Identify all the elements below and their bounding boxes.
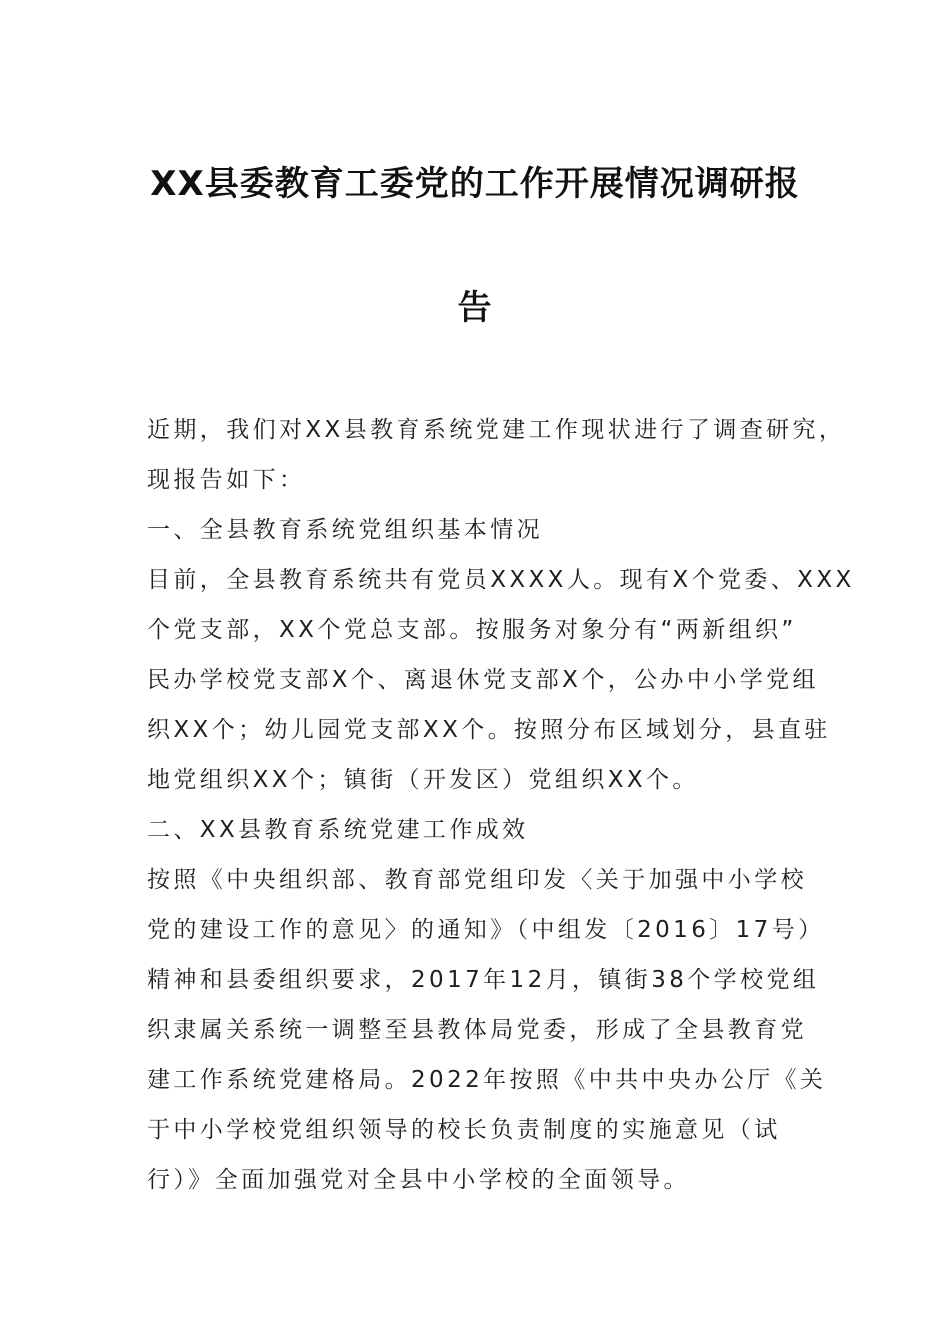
body-line: 民办学校党支部X个、离退休党支部X个，公办中小学党组: [147, 667, 819, 693]
body-line: 现报告如下：: [147, 467, 306, 493]
section-heading-1: 一、全县教育系统党组织基本情况: [147, 517, 543, 543]
body-line: 按照《中央组织部、教育部党组印发〈关于加强中小学校: [147, 867, 807, 893]
body-line: 建工作系统党建格局。2022年按照《中共中央办公厅《关: [147, 1067, 827, 1093]
body-line: 地党组织XX个；镇街（开发区）党组织XX个。: [147, 767, 699, 793]
body-line: 行）》全面加强党对全县中小学校的全面领导。: [147, 1167, 690, 1193]
document-body: [147, 405, 855, 1205]
body-line: 精神和县委组织要求，2017年12月，镇街38个学校党组: [147, 967, 820, 993]
body-line: 个党支部，XX个党总支部。按服务对象分有“两新组织”: [147, 617, 797, 643]
body-line: 近期，我们对XX县教育系统党建工作现状进行了调查研究，: [147, 417, 846, 443]
section-heading-2: 二、XX县教育系统党建工作成效: [147, 817, 529, 843]
body-line: 目前，全县教育系统共有党员XXXX人。现有X个党委、XXX: [147, 567, 855, 593]
body-line: 党的建设工作的意见〉的通知》（中组发〔2016〕17号）: [147, 917, 825, 943]
body-line: 于中小学校党组织领导的校长负责制度的实施意见（试: [147, 1117, 781, 1143]
document-title-line-1: XX县委教育工委党的工作开展情况调研报: [150, 164, 800, 204]
document-title-line-2: 告: [457, 288, 493, 328]
body-line: 织XX个；幼儿园党支部XX个。按照分布区域划分，县直驻: [147, 717, 831, 743]
body-line: 织隶属关系统一调整至县教体局党委，形成了全县教育党: [147, 1017, 807, 1043]
